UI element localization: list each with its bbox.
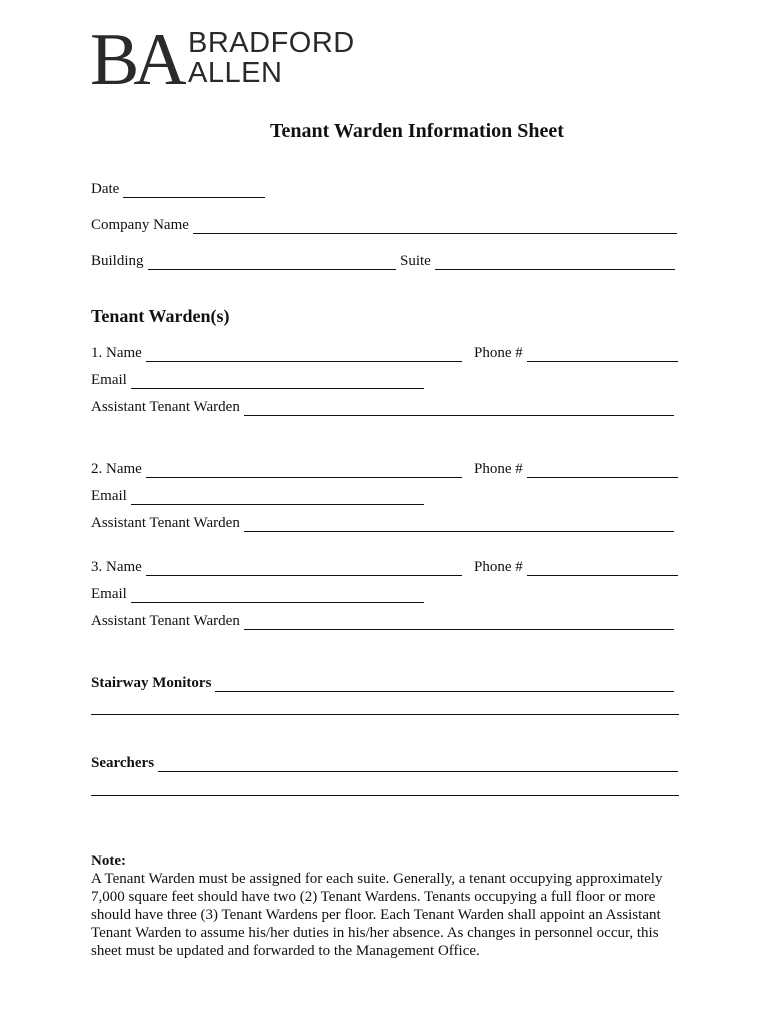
- suite-field[interactable]: [435, 255, 675, 270]
- date-row: [91, 180, 265, 198]
- warden-1-name-field[interactable]: [146, 347, 462, 362]
- warden-1-assistant-label: Assistant Tenant Warden: [91, 399, 240, 415]
- warden-3-assistant-label: Assistant Tenant Warden: [91, 613, 240, 629]
- searchers-extra-line[interactable]: [91, 781, 679, 796]
- stairway-monitors-field[interactable]: [215, 677, 674, 692]
- date-label: Date: [91, 181, 120, 197]
- searchers-field[interactable]: [158, 757, 678, 772]
- logo-word-allen: ALLEN: [188, 57, 283, 89]
- warden-2-name-field[interactable]: [146, 463, 462, 478]
- warden-3-email-label: Email: [91, 586, 127, 602]
- building-row: [91, 252, 396, 270]
- tenant-wardens-heading: Tenant Warden(s): [91, 306, 230, 326]
- warden-1-email-field[interactable]: [131, 374, 424, 389]
- warden-3-phone-field[interactable]: [527, 561, 678, 576]
- warden-2-email-row: [91, 487, 424, 505]
- warden-2-name-row: [91, 460, 462, 478]
- warden-1-email-row: [91, 371, 424, 389]
- warden-3-name-label: 3. Name: [91, 559, 142, 575]
- warden-1-email-label: Email: [91, 372, 127, 388]
- warden-2-name-label: 2. Name: [91, 461, 142, 477]
- stairway-monitors-row: [91, 674, 674, 692]
- warden-3-phone-row: [474, 558, 678, 576]
- stairway-monitors-extra-line[interactable]: [91, 700, 679, 715]
- warden-3-phone-label: Phone #: [474, 559, 523, 575]
- note-heading: Note:: [91, 853, 126, 869]
- warden-3-name-field[interactable]: [146, 561, 462, 576]
- logo-monogram: BA: [90, 22, 181, 92]
- warden-2-assistant-row: [91, 514, 674, 532]
- logo-word-bradford: BRADFORD: [188, 27, 355, 59]
- stairway-monitors-label: Stairway Monitors: [91, 675, 212, 691]
- warden-3-assistant-row: [91, 612, 674, 630]
- warden-2-assistant-field[interactable]: [244, 517, 674, 532]
- warden-2-assistant-label: Assistant Tenant Warden: [91, 515, 240, 531]
- warden-2-email-label: Email: [91, 488, 127, 504]
- suite-row: [400, 252, 675, 270]
- company-row: [91, 216, 677, 234]
- warden-1-assistant-row: [91, 398, 674, 416]
- note-block: [91, 852, 691, 960]
- searchers-label: Searchers: [91, 755, 155, 771]
- note-body: A Tenant Warden must be assigned for each suite. Generally, a tenant occupying approximately 7,000 square feet should have two (2) Tenant Wardens. Tenants occupying a full floor or more should have three (3) Tenant Wardens per floor. Each Tenant Warden shall appoint an Assistant Tenant Warden to assume his/her duties in his/her absence. As changes in personnel occur, this sheet must be updated and forwarded to the Management Office.: [91, 871, 663, 959]
- warden-3-email-field[interactable]: [131, 588, 424, 603]
- company-name-field[interactable]: [193, 219, 677, 234]
- warden-3-email-row: [91, 585, 424, 603]
- page-title: Tenant Warden Information Sheet: [270, 120, 564, 142]
- building-label: Building: [91, 253, 144, 269]
- warden-1-name-row: [91, 344, 462, 362]
- suite-label: Suite: [400, 253, 431, 269]
- searchers-row: [91, 754, 678, 772]
- warden-2-email-field[interactable]: [131, 490, 424, 505]
- warden-2-phone-label: Phone #: [474, 461, 523, 477]
- company-name-label: Company Name: [91, 217, 189, 233]
- warden-1-name-label: 1. Name: [91, 345, 142, 361]
- warden-1-phone-row: [474, 344, 678, 362]
- warden-2-phone-row: [474, 460, 678, 478]
- warden-1-phone-field[interactable]: [527, 347, 678, 362]
- building-field[interactable]: [148, 255, 396, 270]
- date-field[interactable]: [123, 183, 265, 198]
- warden-3-assistant-field[interactable]: [244, 615, 674, 630]
- warden-2-phone-field[interactable]: [527, 463, 678, 478]
- bradford-allen-logo-mark: [90, 22, 186, 92]
- warden-1-phone-label: Phone #: [474, 345, 523, 361]
- warden-3-name-row: [91, 558, 462, 576]
- warden-1-assistant-field[interactable]: [244, 401, 674, 416]
